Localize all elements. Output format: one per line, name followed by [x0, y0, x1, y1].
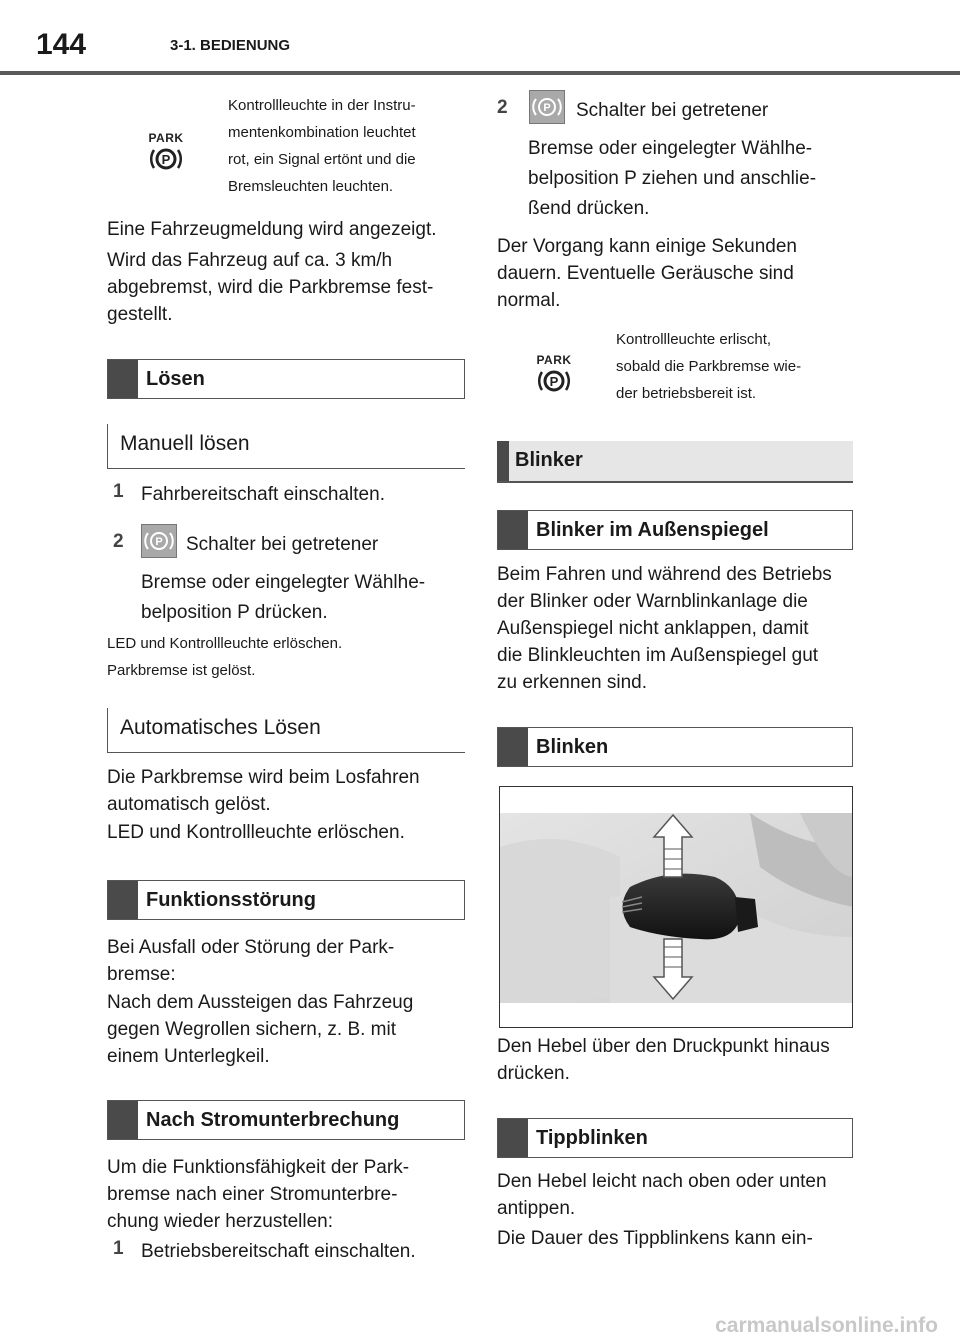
svg-text:P: P	[161, 152, 171, 167]
paragraph: Die Parkbremse wird beim Losfahren automatisch gelöst.	[107, 767, 420, 815]
paragraph: Den Hebel leicht nach oben oder unten antippen.	[497, 1171, 827, 1219]
svg-text:P: P	[549, 374, 559, 389]
park-note: Kontrollleuchte erlischt, sobald die Parkbremse wie- der betriebsbereit ist.	[616, 331, 802, 402]
section-heading: Tippblinken	[497, 1118, 853, 1158]
step-text: Betriebsbereitschaft einschalten.	[141, 1241, 416, 1262]
paragraph: LED und Kontrollleuchte erlöschen.	[107, 822, 405, 843]
section-heading: Lösen	[107, 359, 465, 399]
step-text: Fahrbereitschaft einschalten.	[141, 484, 385, 505]
step-number: 2	[497, 97, 508, 118]
paragraph: Die Dauer des Tippblinkens kann ein-	[497, 1228, 813, 1249]
subsection-heading: Manuell lösen	[107, 424, 465, 469]
note-text: LED und Kontrollleuchte erlöschen. Parkbremse ist gelöst.	[107, 635, 343, 679]
paragraph: Bei Ausfall oder Störung der Park- bremse:	[107, 937, 395, 985]
step-number: 2	[113, 531, 124, 552]
section-heading: Blinker im Außenspiegel	[497, 510, 853, 550]
svg-text:P: P	[543, 102, 551, 114]
section-heading: Blinken	[497, 727, 853, 767]
subsection-heading: Automatisches Lösen	[107, 708, 465, 753]
paragraph: Wird das Fahrzeug auf ca. 3 km/h abgebremst, wird die Parkbremse fest- gestellt.	[107, 250, 434, 325]
step-number: 1	[113, 481, 124, 502]
watermark: carmanualsonline.info	[715, 1314, 938, 1337]
chapter-title: 3-1. BEDIENUNG	[170, 37, 291, 54]
page-number: 144	[36, 28, 87, 61]
header-divider	[0, 71, 960, 75]
section-heading: Funktionsstörung	[107, 880, 465, 920]
paragraph: Der Vorgang kann einige Sekunden dauern. Eventuelle Geräusche sind normal.	[497, 236, 798, 311]
step-number: 1	[113, 1238, 124, 1259]
paragraph: Um die Funktionsfähigkeit der Park- bremse nach einer Stromunterbre- chung wieder herzustellen:	[107, 1157, 410, 1232]
step-text: Schalter bei getretener	[576, 100, 769, 121]
paragraph: Eine Fahrzeugmeldung wird angezeigt.	[107, 219, 437, 240]
park-warning-icon: PARK P	[536, 353, 572, 389]
paragraph: Den Hebel über den Druckpunkt hinaus drücken.	[497, 1036, 830, 1084]
section-heading: Nach Stromunterbrechung	[107, 1100, 465, 1140]
park-note: Kontrollleuchte in der Instru- mentenkombination leuchtet rot, ein Signal ertönt und die Bremsleuchten leuchten.	[228, 97, 416, 195]
parking-brake-switch-icon	[529, 90, 565, 124]
step-text: Bremse oder eingelegter Wählhe- belposition P ziehen und anschlie- ßend drücken.	[528, 138, 817, 219]
turn-signal-lever-illustration	[499, 786, 853, 1028]
parking-brake-switch-icon	[141, 524, 177, 558]
chapter-heading: Blinker	[497, 441, 853, 483]
step-text: Bremse oder eingelegter Wählhe- belposition P drücken.	[141, 572, 426, 623]
step-text: Schalter bei getretener	[186, 534, 379, 555]
paragraph: Beim Fahren und während des Betriebs der Blinker oder Warnblinkanlage die Außenspiegel nicht anklappen, damit die Blinkleuchten im Außenspiegel gut zu erkennen sind.	[497, 564, 832, 693]
paragraph: Nach dem Aussteigen das Fahrzeug gegen Wegrollen sichern, z. B. mit einem Unterlegkeil.	[107, 992, 414, 1067]
svg-text:P: P	[155, 536, 163, 548]
park-warning-icon: PARK P	[148, 131, 184, 167]
